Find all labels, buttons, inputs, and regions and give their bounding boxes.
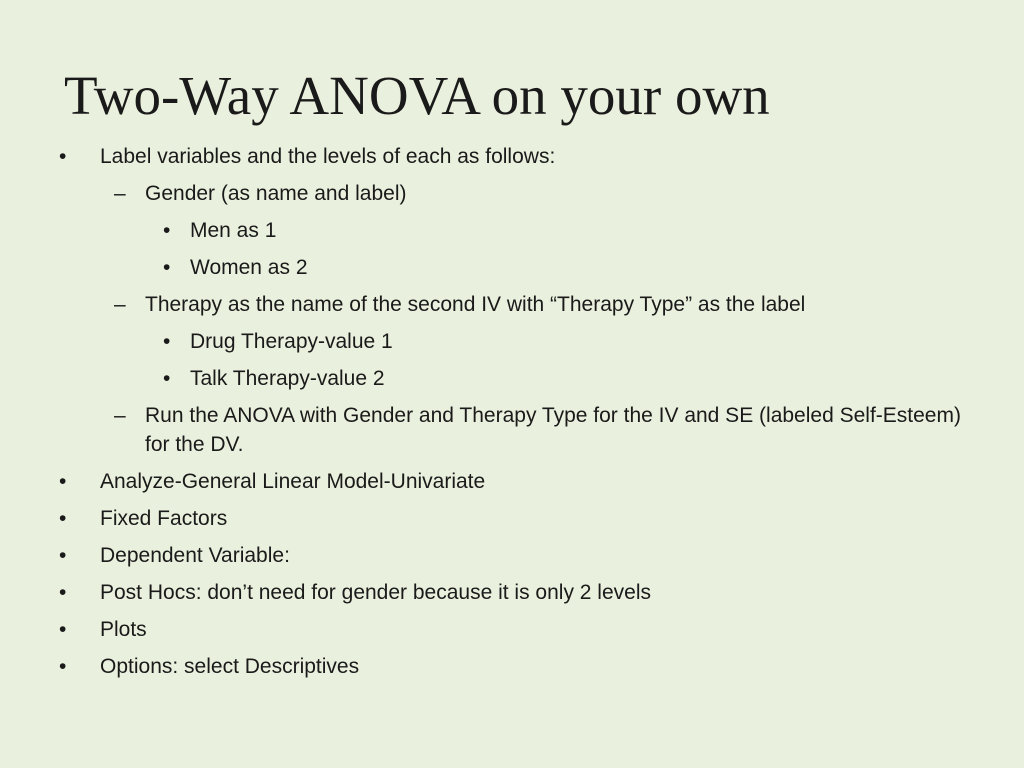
list-item-text: Fixed Factors <box>100 507 228 530</box>
dash-icon: – <box>114 404 126 427</box>
list-item-text: Gender (as name and label) <box>145 182 407 205</box>
bullet-icon: • <box>163 367 171 390</box>
list-item-text: Options: select Descriptives <box>100 655 360 678</box>
list-item <box>0 364 1024 401</box>
bullet-icon: • <box>59 618 67 641</box>
list-item <box>0 290 1024 327</box>
list-item-text: Label variables and the levels of each as follows: <box>100 145 556 168</box>
list-item <box>0 401 1024 467</box>
list-item <box>0 504 1024 541</box>
list-item <box>0 142 1024 179</box>
list-item-text: Therapy as the name of the second IV with “Therapy Type” as the label <box>145 293 806 316</box>
list-item-text: Women as 2 <box>190 256 308 279</box>
dash-icon: – <box>114 182 126 205</box>
list-item-text: Men as 1 <box>190 219 277 242</box>
list-item-text: Drug Therapy-value 1 <box>190 330 393 353</box>
list-item <box>0 652 1024 689</box>
bullet-list <box>0 142 1024 689</box>
bullet-icon: • <box>59 581 67 604</box>
bullet-icon: • <box>59 655 67 678</box>
bullet-icon: • <box>59 544 67 567</box>
list-item <box>0 615 1024 652</box>
list-item <box>0 578 1024 615</box>
dash-icon: – <box>114 293 126 316</box>
bullet-icon: • <box>59 507 67 530</box>
list-item <box>0 216 1024 253</box>
list-item-text: Analyze-General Linear Model-Univariate <box>100 470 486 493</box>
list-item-text: Plots <box>100 618 147 641</box>
bullet-icon: • <box>163 219 171 242</box>
bullet-icon: • <box>59 145 67 168</box>
slide-title: Two-Way ANOVA on your own <box>64 65 770 126</box>
bullet-icon: • <box>163 256 171 279</box>
list-item <box>0 179 1024 216</box>
list-item-text: Dependent Variable: <box>100 544 290 567</box>
list-item <box>0 327 1024 364</box>
bullet-icon: • <box>163 330 171 353</box>
list-item-text: Run the ANOVA with Gender and Therapy Type for the IV and SE (labeled Self-Esteem) for the DV. <box>145 404 961 456</box>
bullet-icon: • <box>59 470 67 493</box>
list-item-text: Post Hocs: don’t need for gender because it is only 2 levels <box>100 581 651 604</box>
list-item-text: Talk Therapy-value 2 <box>190 367 385 390</box>
list-item <box>0 253 1024 290</box>
list-item <box>0 541 1024 578</box>
list-item <box>0 467 1024 504</box>
